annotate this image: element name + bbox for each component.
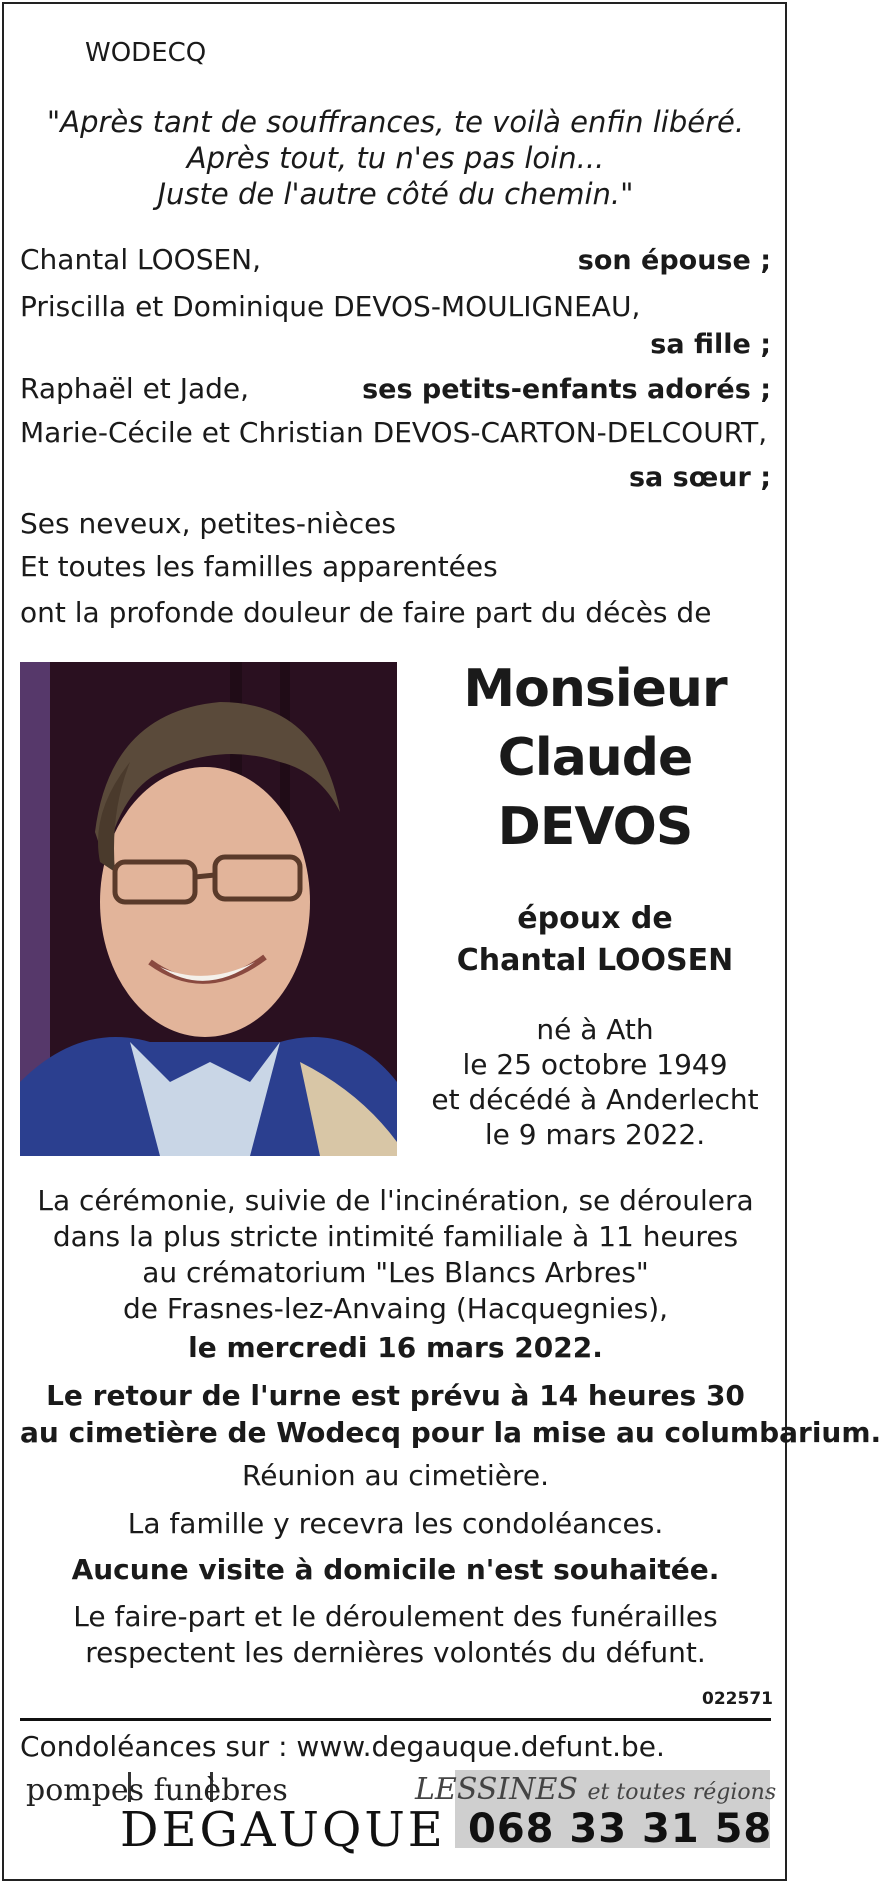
meeting-note: Réunion au cimetière. bbox=[242, 1459, 549, 1492]
pompes-funebres-label: pompes funèbres bbox=[26, 1773, 288, 1808]
portrait-photo bbox=[20, 662, 397, 1156]
deceased-first-name: Claude bbox=[497, 728, 693, 788]
dates-line-2: le 25 octobre 1949 bbox=[462, 1048, 728, 1081]
family-relation-4: sa sœur ; bbox=[628, 462, 771, 493]
ceremony-line-3: au crématorium "Les Blancs Arbres" bbox=[142, 1256, 649, 1289]
regions-label: et toutes régions bbox=[587, 1780, 777, 1805]
condolences-note: La famille y recevra les condoléances. bbox=[127, 1507, 664, 1540]
phone-number: 068 33 31 58 bbox=[468, 1806, 773, 1852]
deceased-last-name: DEVOS bbox=[497, 797, 693, 857]
urn-line-2: au cimetière de Wodecq pour la mise au columbarium. bbox=[20, 1416, 881, 1449]
intro-line-3: ont la profonde douleur de faire part du décès de bbox=[20, 596, 712, 629]
quote-line-1: "Après tant de souffrances, te voilà enfin libéré. bbox=[46, 105, 745, 139]
ceremony-line-1: La cérémonie, suivie de l'incinération, se déroulera bbox=[37, 1184, 754, 1217]
ceremony-date: le mercredi 16 mars 2022. bbox=[188, 1331, 603, 1364]
ceremony-line-2: dans la plus stricte intimité familiale à 11 heures bbox=[52, 1220, 739, 1253]
closing-line-1: Le faire-part et le déroulement des funérailles bbox=[73, 1600, 718, 1633]
city-label bbox=[415, 1772, 776, 1807]
family-relation-1: son épouse ; bbox=[577, 245, 771, 276]
city-name: LESSINES bbox=[415, 1772, 578, 1807]
closing-line-2: respectent les dernières volontés du défunt. bbox=[85, 1636, 706, 1669]
dates-line-3: et décédé à Anderlecht bbox=[431, 1083, 759, 1116]
reference-number: 022571 bbox=[702, 1689, 773, 1709]
family-relation-3: ses petits-enfants adorés ; bbox=[362, 374, 771, 405]
family-name-1: Chantal LOOSEN, bbox=[20, 243, 262, 276]
family-name-4: Marie-Cécile et Christian DEVOS-CARTON-DELCOURT, bbox=[20, 416, 768, 449]
intro-line-1: Ses neveux, petites-nièces bbox=[20, 507, 396, 540]
intro-line-2: Et toutes les familles apparentées bbox=[20, 550, 498, 583]
spouse-line-2: Chantal LOOSEN bbox=[456, 943, 734, 978]
family-name-3: Raphaël et Jade, bbox=[20, 372, 250, 405]
deceased-title: Monsieur bbox=[463, 659, 727, 719]
no-visit-note: Aucune visite à domicile n'est souhaitée. bbox=[71, 1553, 720, 1586]
funeral-home-logo: DEGAUQUE bbox=[120, 1802, 446, 1858]
quote-line-3: Juste de l'autre côté du chemin." bbox=[157, 177, 634, 211]
spouse-line-1: époux de bbox=[517, 901, 673, 936]
family-name-2: Priscilla et Dominique DEVOS-MOULIGNEAU, bbox=[20, 290, 641, 323]
family-relation-2: sa fille ; bbox=[650, 329, 771, 360]
urn-line-1: Le retour de l'urne est prévu à 14 heures 30 bbox=[46, 1379, 745, 1412]
quote-line-2: Après tout, tu n'es pas loin... bbox=[186, 141, 605, 175]
divider bbox=[20, 1718, 771, 1721]
town-heading: WODECQ bbox=[85, 38, 207, 68]
dates-line-4: le 9 mars 2022. bbox=[484, 1118, 706, 1151]
dates-line-1: né à Ath bbox=[536, 1013, 654, 1046]
condolences-website: Condoléances sur : www.degauque.defunt.be. bbox=[20, 1730, 665, 1763]
ceremony-line-4: de Frasnes-lez-Anvaing (Hacquegnies), bbox=[122, 1292, 669, 1325]
